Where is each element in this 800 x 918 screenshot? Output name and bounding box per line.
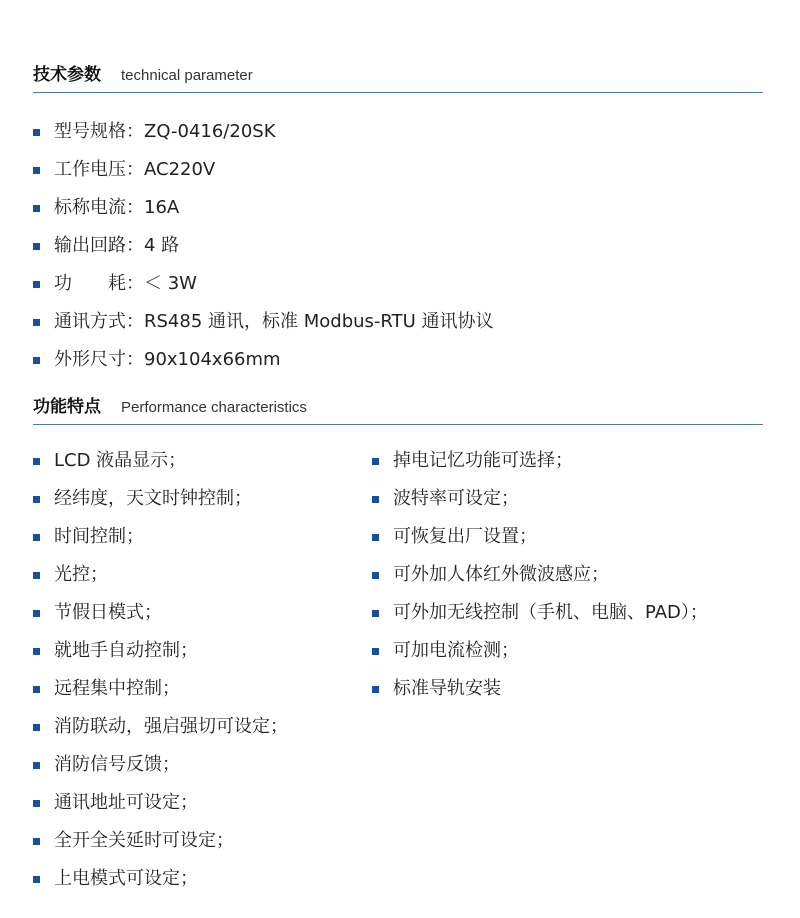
feature-item	[33, 708, 288, 746]
square-bullet-icon	[33, 724, 40, 731]
feature-item	[372, 480, 708, 518]
square-bullet-icon	[372, 572, 379, 579]
feature-item-text: LCD 液晶显示；	[54, 450, 187, 471]
feature-item-text: 经纬度，天文时钟控制；	[54, 488, 252, 509]
square-bullet-icon	[33, 319, 40, 326]
feature-item	[33, 670, 288, 708]
square-bullet-icon	[33, 167, 40, 174]
square-bullet-icon	[33, 838, 40, 845]
square-bullet-icon	[33, 800, 40, 807]
feature-item	[372, 670, 708, 708]
feature-item-text: 可加电流检测；	[393, 640, 519, 661]
spec-item	[33, 189, 494, 227]
technical-title-zh: 技术参数	[33, 65, 101, 85]
section-divider	[33, 424, 763, 425]
square-bullet-icon	[33, 686, 40, 693]
feature-item-text: 消防信号反馈；	[54, 754, 180, 775]
feature-item-text: 通讯地址可设定；	[54, 792, 198, 813]
feature-item	[33, 442, 288, 480]
square-bullet-icon	[33, 129, 40, 136]
spec-item	[33, 341, 494, 379]
features-title-zh: 功能特点	[33, 397, 101, 417]
square-bullet-icon	[33, 572, 40, 579]
feature-item	[33, 518, 288, 556]
square-bullet-icon	[33, 357, 40, 364]
square-bullet-icon	[33, 534, 40, 541]
square-bullet-icon	[372, 534, 379, 541]
square-bullet-icon	[372, 610, 379, 617]
feature-item-text: 消防联动，强启强切可设定；	[54, 716, 288, 737]
technical-spec-list	[33, 113, 494, 379]
spec-item	[33, 151, 494, 189]
feature-item	[33, 480, 288, 518]
spec-item-text: 外形尺寸：90x104x66mm	[54, 349, 281, 370]
square-bullet-icon	[33, 762, 40, 769]
feature-item-text: 可外加人体红外微波感应；	[393, 564, 609, 585]
features-title-en: Performance characteristics	[121, 399, 307, 416]
square-bullet-icon	[33, 243, 40, 250]
feature-item-text: 全开全关延时可设定；	[54, 830, 234, 851]
feature-item	[33, 784, 288, 822]
feature-item-text: 可恢复出厂设置；	[393, 526, 537, 547]
square-bullet-icon	[33, 458, 40, 465]
spec-item-text: 工作电压：AC220V	[54, 159, 216, 180]
square-bullet-icon	[33, 648, 40, 655]
feature-item-text: 时间控制；	[54, 526, 144, 547]
features-section-title	[33, 392, 763, 417]
technical-title-en: technical parameter	[121, 67, 253, 84]
feature-item-text: 标准导轨安装	[393, 678, 501, 699]
spec-item-text: 型号规格：ZQ-0416/20SK	[54, 121, 276, 142]
spec-item	[33, 227, 494, 265]
square-bullet-icon	[33, 876, 40, 883]
feature-list-right	[372, 442, 708, 708]
spec-item	[33, 265, 494, 303]
feature-item	[372, 442, 708, 480]
feature-item-text: 可外加无线控制（手机、电脑、PAD）；	[393, 602, 708, 623]
feature-item-text: 波特率可设定；	[393, 488, 519, 509]
spec-item-text: 标称电流：16A	[54, 197, 180, 218]
feature-item	[33, 594, 288, 632]
feature-item	[372, 594, 708, 632]
spec-item-text: 输出回路：4 路	[54, 235, 180, 256]
feature-item	[33, 556, 288, 594]
feature-item-text: 节假日模式；	[54, 602, 162, 623]
square-bullet-icon	[372, 458, 379, 465]
feature-item-text: 就地手自动控制；	[54, 640, 198, 661]
feature-item-text: 远程集中控制；	[54, 678, 180, 699]
square-bullet-icon	[33, 496, 40, 503]
feature-list-left	[33, 442, 288, 898]
square-bullet-icon	[33, 610, 40, 617]
square-bullet-icon	[372, 686, 379, 693]
feature-item	[372, 518, 708, 556]
feature-item-text: 光控；	[54, 564, 108, 585]
feature-item	[33, 860, 288, 898]
feature-item-text: 上电模式可设定；	[54, 868, 198, 889]
section-divider	[33, 92, 763, 93]
spec-item-text: 功 耗：＜ 3W	[54, 273, 197, 294]
feature-item-text: 掉电记忆功能可选择；	[393, 450, 573, 471]
spec-item-text: 通讯方式：RS485 通讯，标准 Modbus-RTU 通讯协议	[54, 311, 494, 332]
spec-item	[33, 303, 494, 341]
square-bullet-icon	[372, 496, 379, 503]
feature-item	[33, 746, 288, 784]
spec-item	[33, 113, 494, 151]
square-bullet-icon	[33, 281, 40, 288]
square-bullet-icon	[33, 205, 40, 212]
feature-item	[372, 632, 708, 670]
feature-item	[33, 822, 288, 860]
feature-item	[33, 632, 288, 670]
square-bullet-icon	[372, 648, 379, 655]
feature-item	[372, 556, 708, 594]
technical-section-title	[33, 60, 763, 85]
